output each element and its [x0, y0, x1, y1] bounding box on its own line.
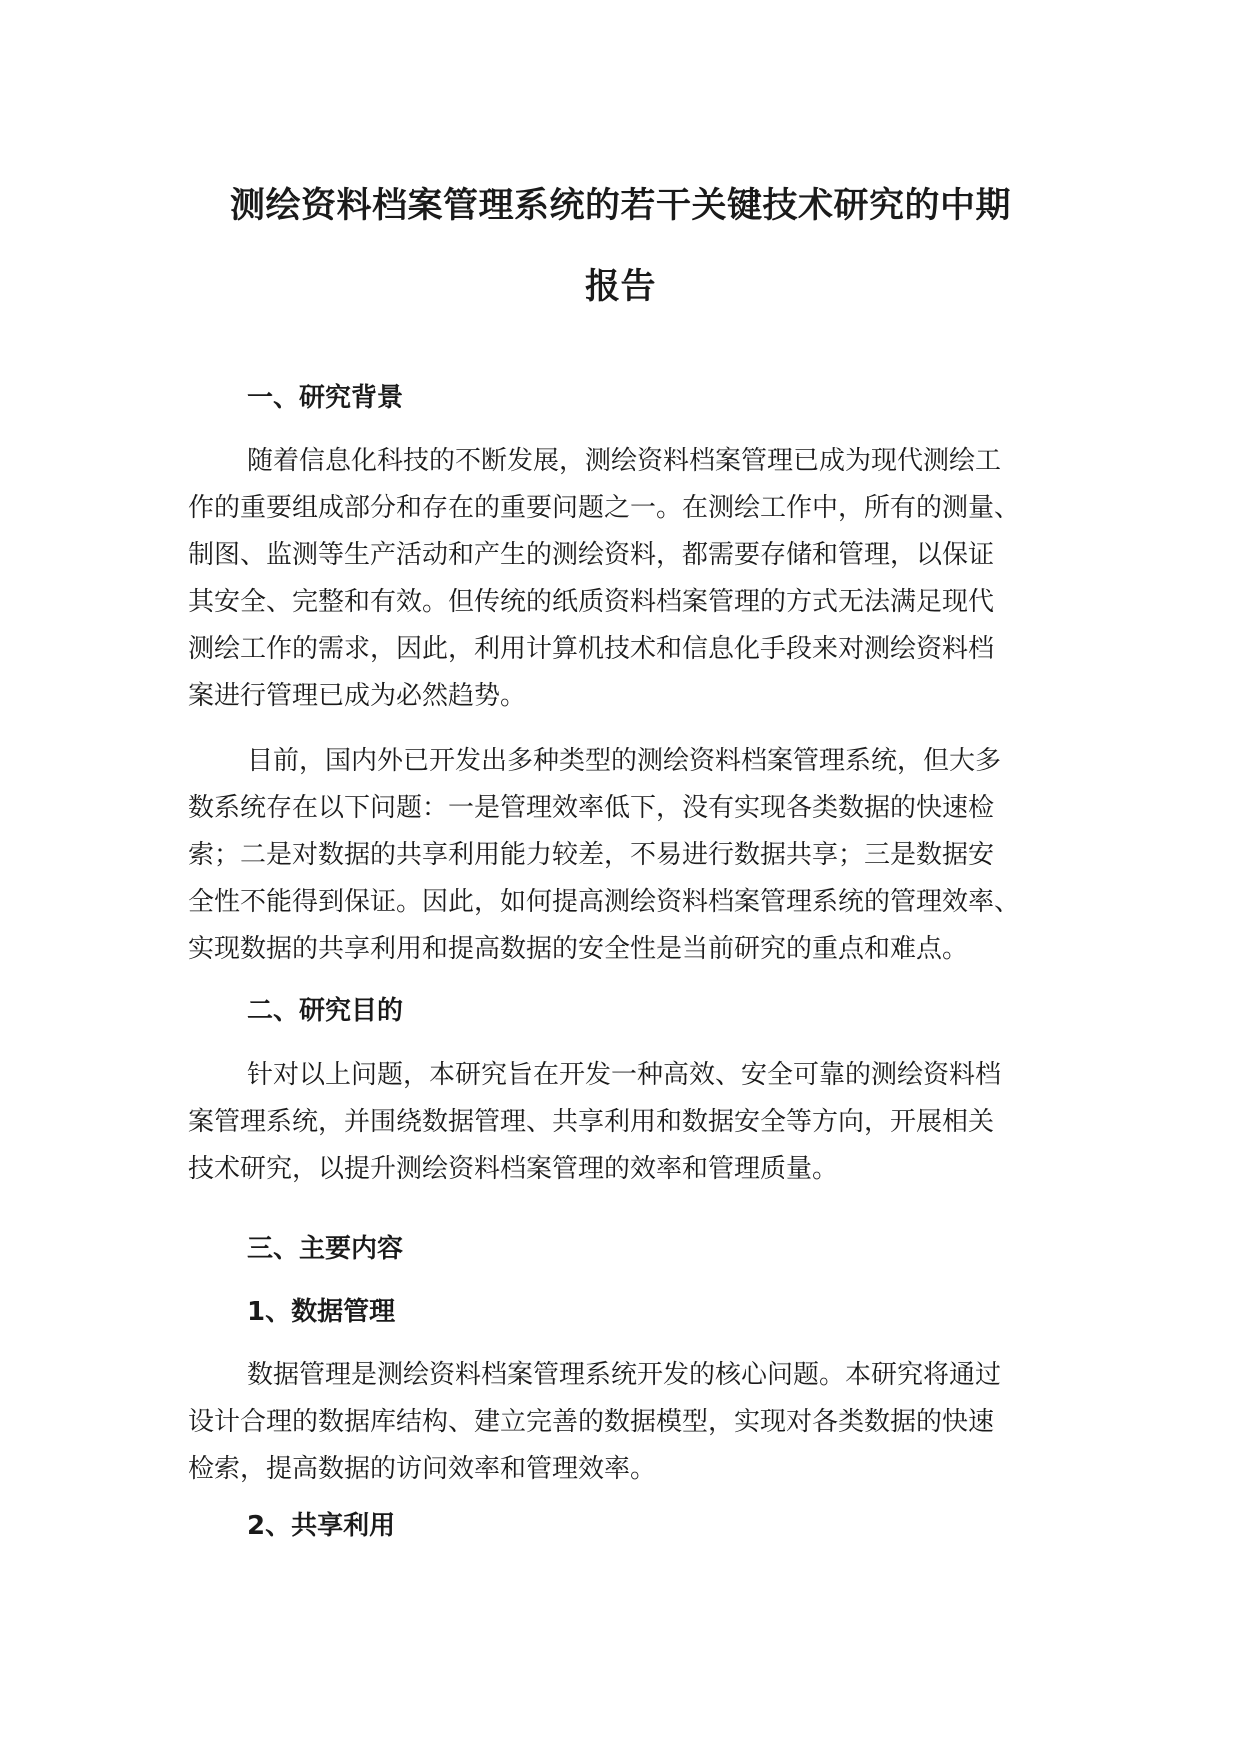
document-title-line1: 测绘资料档案管理系统的若干关键技术研究的中期: [229, 186, 1011, 226]
paragraph-line: 针对以上问题，本研究旨在开发一种高效、安全可靠的测绘资料档: [247, 1060, 1002, 1090]
paragraph-line: 测绘工作的需求，因此，利用计算机技术和信息化手段来对测绘资料档: [188, 634, 995, 664]
paragraph-line: 数系统存在以下问题：一是管理效率低下，没有实现各类数据的快速检: [188, 793, 995, 823]
paragraph-line: 数据管理是测绘资料档案管理系统开发的核心问题。本研究将通过: [247, 1360, 1002, 1390]
document-title-line2: 报告: [584, 267, 656, 307]
paragraph-line: 实现数据的共享利用和提高数据的安全性是当前研究的重点和难点。: [188, 934, 969, 964]
section-heading-content: 三、主要内容: [247, 1234, 404, 1264]
paragraph-line: 制图、监测等生产活动和产生的测绘资料，都需要存储和管理，以保证: [188, 540, 995, 570]
paragraph-background-1: [188, 438, 1078, 720]
paragraph-line: 目前，国内外已开发出多种类型的测绘资料档案管理系统，但大多: [247, 746, 1002, 776]
paragraph-line: 案管理系统，并围绕数据管理、共享利用和数据安全等方向，开展相关: [188, 1107, 995, 1137]
paragraph-line: 随着信息化科技的不断发展，测绘资料档案管理已成为现代测绘工: [247, 446, 1002, 476]
paragraph-data-management: [188, 1352, 1078, 1493]
paragraph-background-2: [188, 738, 1078, 973]
paragraph-line: 作的重要组成部分和存在的重要问题之一。在测绘工作中，所有的测量、: [188, 493, 1021, 523]
subsection-heading-sharing: 2、共享利用: [247, 1511, 396, 1541]
paragraph-purpose: [188, 1052, 1078, 1193]
paragraph-line: 技术研究，以提升测绘资料档案管理的效率和管理质量。: [188, 1154, 839, 1184]
paragraph-line: 检索，提高数据的访问效率和管理效率。: [188, 1454, 657, 1484]
paragraph-line: 其安全、完整和有效。但传统的纸质资料档案管理的方式无法满足现代: [188, 587, 995, 617]
subsection-heading-data-management: 1、数据管理: [247, 1297, 396, 1327]
paragraph-line: 设计合理的数据库结构、建立完善的数据模型，实现对各类数据的快速: [188, 1407, 995, 1437]
section-heading-background: 一、研究背景: [247, 383, 404, 413]
section-heading-purpose: 二、研究目的: [247, 996, 404, 1026]
paragraph-line: 索；二是对数据的共享利用能力较差，不易进行数据共享；三是数据安: [188, 840, 995, 870]
paragraph-line: 案进行管理已成为必然趋势。: [188, 681, 527, 711]
paragraph-line: 全性不能得到保证。因此，如何提高测绘资料档案管理系统的管理效率、: [188, 887, 1021, 917]
